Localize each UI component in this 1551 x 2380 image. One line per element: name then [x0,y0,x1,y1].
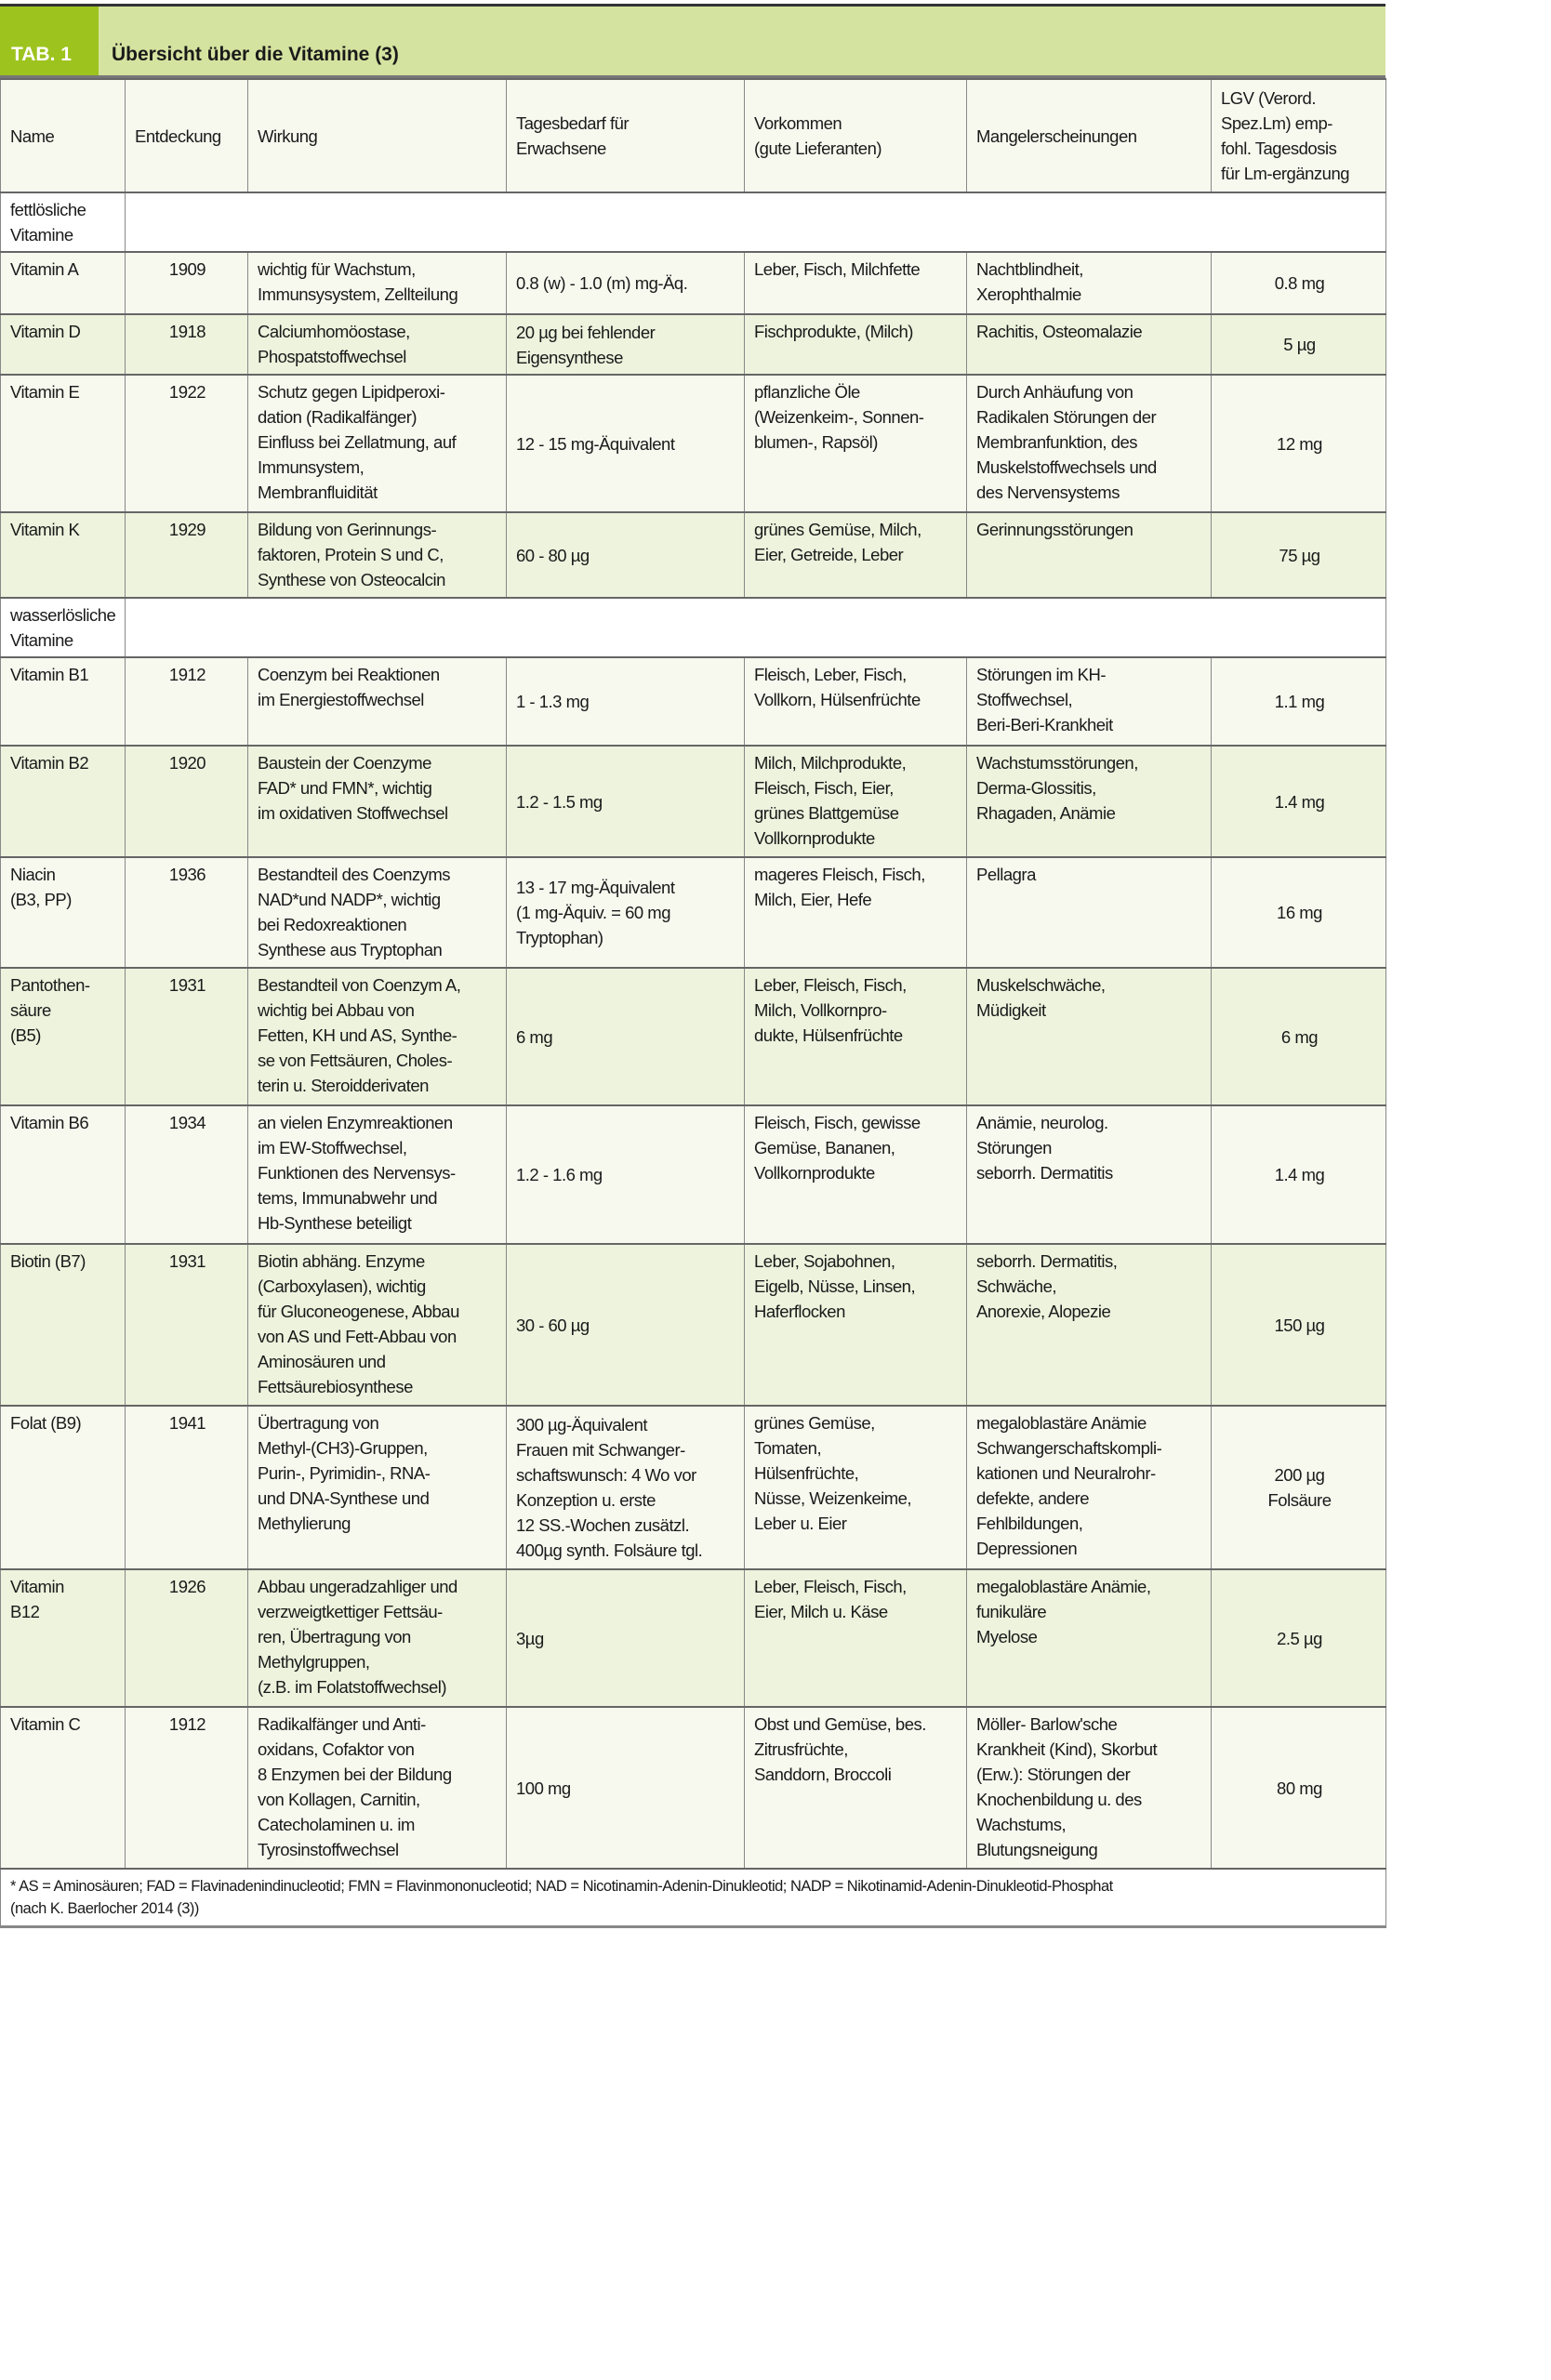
cell-daily-requirement: 6 mg [507,968,745,1105]
cell-effect: Radikalfänger und Anti- oxidans, Cofaktor von 8 Enzymen bei der Bildung von Kollagen, Carnitin, Catecholaminen u. im Tyrosinstoffwechsel [248,1707,507,1869]
table-row [1,1244,1386,1406]
section-fat-soluble [1,192,1386,252]
section-water-soluble [1,598,1386,657]
cell-sources: grünes Gemüse, Milch, Eier, Getreide, Leber [745,512,967,598]
header-name: Name [1,79,126,192]
cell-deficiency-symptoms: megaloblastäre Anämie, funikuläre Myelose [967,1569,1212,1707]
table-title-bar [0,4,1385,78]
cell-deficiency-symptoms: Durch Anhäufung von Radikalen Störungen der Membranfunktion, des Muskelstoffwechsels und des Nervensystems [967,375,1212,512]
cell-daily-requirement: 12 - 15 mg-Äquivalent [507,375,745,512]
table-row [1,968,1386,1105]
cell-effect: Biotin abhäng. Enzyme (Carboxylasen), wichtig für Gluconeogenese, Abbau von AS und Fett-Abbau von Aminosäuren und Fettsäurebiosynthese [248,1244,507,1406]
cell-effect: wichtig für Wachstum, Immunsysystem, Zellteilung [248,252,507,314]
cell-sources: Leber, Fleisch, Fisch, Eier, Milch u. Käse [745,1569,967,1707]
cell-discovery: 1912 [126,1707,248,1869]
cell-recommended-dose: 6 mg [1212,968,1386,1105]
cell-deficiency-symptoms: Möller- Barlow'sche Krankheit (Kind), Skorbut (Erw.): Störungen der Knochenbildung u. des Wachstums, Blutungsneigung [967,1707,1212,1869]
cell-deficiency-symptoms: Störungen im KH- Stoffwechsel, Beri-Beri-Krankheit [967,657,1212,746]
cell-effect: an vielen Enzymreaktionen im EW-Stoffwechsel, Funktionen des Nervensys- tems, Immunabwehr und Hb-Synthese beteiligt [248,1105,507,1244]
cell-name: Niacin (B3, PP) [1,857,126,968]
cell-sources: Milch, Milchprodukte, Fleisch, Fisch, Eier, grünes Blattgemüse Vollkornprodukte [745,746,967,857]
cell-discovery: 1909 [126,252,248,314]
cell-discovery: 1934 [126,1105,248,1244]
cell-recommended-dose: 75 µg [1212,512,1386,598]
cell-recommended-dose: 16 mg [1212,857,1386,968]
cell-sources: pflanzliche Öle (Weizenkeim-, Sonnen- blumen-, Rapsöl) [745,375,967,512]
cell-name: Vitamin B6 [1,1105,126,1244]
cell-recommended-dose: 150 µg [1212,1244,1386,1406]
cell-deficiency-symptoms: Anämie, neurolog. Störungen seborrh. Dermatitis [967,1105,1212,1244]
cell-name: Vitamin B12 [1,1569,126,1707]
cell-sources: Leber, Fleisch, Fisch, Milch, Vollkornpro- dukte, Hülsenfrüchte [745,968,967,1105]
header-effect: Wirkung [248,79,507,192]
cell-name: Vitamin K [1,512,126,598]
cell-daily-requirement: 1 - 1.3 mg [507,657,745,746]
cell-daily-requirement: 3µg [507,1569,745,1707]
section-label: fettlösliche Vitamine [1,192,126,252]
table-row [1,1105,1386,1244]
cell-deficiency-symptoms: Muskelschwäche, Müdigkeit [967,968,1212,1105]
cell-daily-requirement: 100 mg [507,1707,745,1869]
table-row [1,1569,1386,1707]
cell-recommended-dose: 12 mg [1212,375,1386,512]
header-recommended-dose: LGV (Verord. Spez.Lm) emp- fohl. Tagesdosis für Lm-ergänzung [1212,79,1386,192]
cell-deficiency-symptoms: Pellagra [967,857,1212,968]
cell-recommended-dose: 5 µg [1212,314,1386,375]
table-row [1,375,1386,512]
cell-recommended-dose: 2.5 µg [1212,1569,1386,1707]
cell-sources: grünes Gemüse, Tomaten, Hülsenfrüchte, Nüsse, Weizenkeime, Leber u. Eier [745,1406,967,1569]
cell-effect: Bestandteil des Coenzyms NAD*und NADP*, wichtig bei Redoxreaktionen Synthese aus Tryptophan [248,857,507,968]
cell-discovery: 1920 [126,746,248,857]
cell-effect: Calciumhomöostase, Phospatstoffwechsel [248,314,507,375]
cell-recommended-dose: 200 µg Folsäure [1212,1406,1386,1569]
table-row [1,657,1386,746]
cell-discovery: 1941 [126,1406,248,1569]
table-row [1,746,1386,857]
cell-name: Folat (B9) [1,1406,126,1569]
cell-discovery: 1931 [126,1244,248,1406]
vitamin-table [0,78,1386,1928]
cell-effect: Baustein der Coenzyme FAD* und FMN*, wichtig im oxidativen Stoffwechsel [248,746,507,857]
cell-effect: Abbau ungeradzahliger und verzweigtkettiger Fettsäu- ren, Übertragung von Methylgruppen, (z.B. im Folatstoffwechsel) [248,1569,507,1707]
table-row [1,1707,1386,1869]
section-label: wasserlösliche Vitamine [1,598,126,657]
footnote-row [1,1869,1386,1927]
vitamin-table-figure [0,4,1385,1928]
cell-daily-requirement: 1.2 - 1.6 mg [507,1105,745,1244]
cell-recommended-dose: 1.1 mg [1212,657,1386,746]
footnote: * AS = Aminosäuren; FAD = Flavinadenindinucleotid; FMN = Flavinmononucleotid; NAD = Nicotinamin-Adenin-Dinukleotid; NADP = Nikotinamid-Adenin-Dinukleotid-Phosphat (nach K. Baerlocher 2014 (3)) [1,1869,1386,1927]
header-daily-requirement: Tagesbedarf für Erwachsene [507,79,745,192]
cell-sources: Fleisch, Leber, Fisch, Vollkorn, Hülsenfrüchte [745,657,967,746]
cell-daily-requirement: 60 - 80 µg [507,512,745,598]
cell-sources: Obst und Gemüse, bes. Zitrusfrüchte, Sanddorn, Broccoli [745,1707,967,1869]
cell-name: Biotin (B7) [1,1244,126,1406]
cell-daily-requirement: 20 µg bei fehlender Eigensynthese [507,314,745,375]
cell-sources: Fischprodukte, (Milch) [745,314,967,375]
cell-deficiency-symptoms: Nachtblindheit, Xerophthalmie [967,252,1212,314]
header-deficiency-symptoms: Mangelerscheinungen [967,79,1212,192]
table-row [1,512,1386,598]
cell-deficiency-symptoms: seborrh. Dermatitis, Schwäche, Anorexie, Alopezie [967,1244,1212,1406]
cell-daily-requirement: 0.8 (w) - 1.0 (m) mg-Äq. [507,252,745,314]
table-title: Übersicht über die Vitamine (3) [112,44,399,65]
cell-discovery: 1912 [126,657,248,746]
cell-recommended-dose: 0.8 mg [1212,252,1386,314]
cell-deficiency-symptoms: Gerinnungsstörungen [967,512,1212,598]
cell-recommended-dose: 1.4 mg [1212,1105,1386,1244]
cell-name: Vitamin E [1,375,126,512]
cell-discovery: 1929 [126,512,248,598]
cell-discovery: 1918 [126,314,248,375]
cell-deficiency-symptoms: megaloblastäre Anämie Schwangerschaftskompli- kationen und Neuralrohr- defekte, andere Fehlbildungen, Depressionen [967,1406,1212,1569]
cell-name: Vitamin B1 [1,657,126,746]
cell-sources: mageres Fleisch, Fisch, Milch, Eier, Hefe [745,857,967,968]
cell-name: Vitamin C [1,1707,126,1869]
cell-name: Pantothen- säure (B5) [1,968,126,1105]
section-spacer [126,192,1386,252]
cell-sources: Leber, Sojabohnen, Eigelb, Nüsse, Linsen, Haferflocken [745,1244,967,1406]
table-row [1,314,1386,375]
table-row [1,1406,1386,1569]
cell-daily-requirement: 300 µg-Äquivalent Frauen mit Schwanger- schaftswunsch: 4 Wo vor Konzeption u. erste 12 SS.-Wochen zusätzl. 400µg synth. Folsäure tgl. [507,1406,745,1569]
table-row [1,252,1386,314]
cell-discovery: 1926 [126,1569,248,1707]
cell-sources: Fleisch, Fisch, gewisse Gemüse, Bananen, Vollkornprodukte [745,1105,967,1244]
cell-recommended-dose: 1.4 mg [1212,746,1386,857]
cell-name: Vitamin B2 [1,746,126,857]
cell-deficiency-symptoms: Wachstumsstörungen, Derma-Glossitis, Rhagaden, Anämie [967,746,1212,857]
cell-name: Vitamin D [1,314,126,375]
cell-discovery: 1936 [126,857,248,968]
cell-discovery: 1922 [126,375,248,512]
cell-effect: Coenzym bei Reaktionen im Energiestoffwechsel [248,657,507,746]
header-sources: Vorkommen (gute Lieferanten) [745,79,967,192]
header-discovery: Entdeckung [126,79,248,192]
cell-discovery: 1931 [126,968,248,1105]
cell-effect: Bestandteil von Coenzym A, wichtig bei Abbau von Fetten, KH und AS, Synthe- se von Fettsäuren, Choles- terin u. Steroidderivaten [248,968,507,1105]
cell-effect: Schutz gegen Lipidperoxi- dation (Radikalfänger) Einfluss bei Zellatmung, auf Immunsystem, Membranfluidität [248,375,507,512]
cell-effect: Bildung von Gerinnungs- faktoren, Protein S und C, Synthese von Osteocalcin [248,512,507,598]
header-row [1,79,1386,192]
cell-daily-requirement: 13 - 17 mg-Äquivalent (1 mg-Äquiv. = 60 mg Tryptophan) [507,857,745,968]
section-spacer [126,598,1386,657]
cell-sources: Leber, Fisch, Milchfette [745,252,967,314]
cell-name: Vitamin A [1,252,126,314]
table-number-label: TAB. 1 [0,7,99,75]
cell-deficiency-symptoms: Rachitis, Osteomalazie [967,314,1212,375]
cell-daily-requirement: 30 - 60 µg [507,1244,745,1406]
cell-daily-requirement: 1.2 - 1.5 mg [507,746,745,857]
table-row [1,857,1386,968]
cell-effect: Übertragung von Methyl-(CH3)-Gruppen, Purin-, Pyrimidin-, RNA- und DNA-Synthese und Methylierung [248,1406,507,1569]
cell-recommended-dose: 80 mg [1212,1707,1386,1869]
